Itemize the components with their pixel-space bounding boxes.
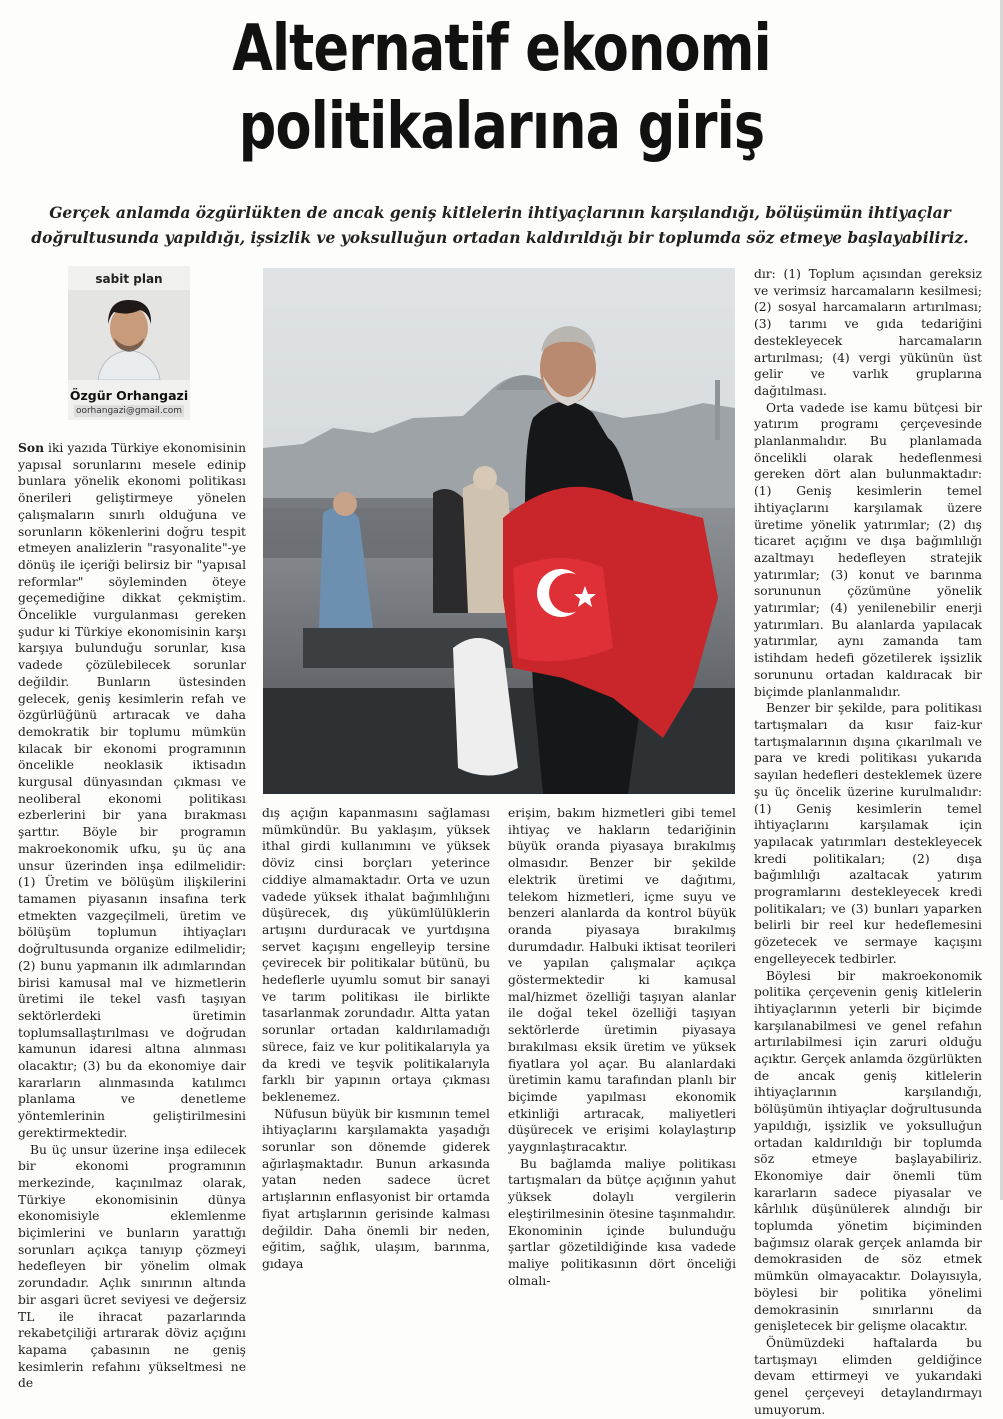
paragraph: Bu bağlamda maliye politikası tartışmaları da bütçe açığının yahut yüksek dolaylı vergilerin eleştirilmesinin ötesine taşınmalıdır. Ekonominin içinde bulunduğu şartlar gözetildiğinde kısa vadede maliye politikasının dört önceliği olmalı- [508,1156,736,1288]
paragraph: dış açığın kapanmasını sağlaması mümkündür. Bu yaklaşım, yüksek ithal girdi kullanımını ve yüksek döviz cinsi borçları yeterince ciddiye almamaktadır. Orta ve uzun vadede yüksek ithalat bağımlılığını düşürecek, dış yükümlülüklerin artışını durduracak ve yurtdışına servet kaçışını engelleyip tersine çevirecek bir politikalar bütünü, bu hedeflerle uyumlu somut bir sanayi ve tarım politikası ile birlikte tasarlanmak zorundadır. Altta yatan sorunlar ortadan kaldırılamadığı sürece, faiz ve kur politikalarıyla ya da kredi ve teşvik politikalarıyla farklı bir yapının ortaya çıkması beklenemez. [262,806,490,1104]
columnist-box [68,266,190,420]
paragraph: Bu üç unsur üzerine inşa edilecek bir ekonomi programının merkezinde, kaçınılmaz olarak, Türkiye ekonomisinin dünya ekonomisiyle eklemlenme biçimlerini ve bunların yarattığı sorunları açıkça tanıyıp çözmeyi hedefleyen bir yönelim olmak zorundadır. Açlık sınırının altında bir asgari ücret seviyesi ve değersiz TL ile ihracat pazarlarında rekabetçiliği artırarak döviz açığını kapama çabasının ne geniş kesimlerin refahını yükseltmesi ne de [18,1142,246,1391]
paragraph: erişim, bakım hizmetleri gibi temel ihtiyaç ve hakların tedariğinin büyük oranda piyasaya bırakılmış olmasıdır. Benzer bir şekilde elektrik üretimi ve dağıtımı, telekom hizmetleri, içme suyu ve benzeri alanlarda da kontrol büyük oranda piyasaya bırakılmış durumdadır. Halbuki iktisat teorileri ve yapılan çalışmalar açıkça göstermektedir ki kamusal mal/hizmet özelliği taşıyan alanlar ile doğal tekel özelliği taşıyan sektörlerde üretimin piyasaya bırakılması eksik üretim ve yüksek fiyatlara yol açar. Bu alanlardaki üretimin kamu tarafından planlı bir biçimde yapılması ekonomik etkinliği artıracak, maliyetleri düşürecek ve erişimi kolaylaştırıp yaygınlaştıracaktır. [508,806,736,1155]
paragraph: Benzer bir şekilde, para politikası tartışmaları da kısır faiz-kur tartışmalarının dışına çıkarılmalı ve para ve kredi politikası yukarıda sayılan hedefleri desteklemek üzere şu üç öncelik üzerine kurulmalıdır: (1) Geniş kesimlerin temel ihtiyaçlarını karşılamak için yapılacak yatırımları destekleyecek kredi politikaları; (2) dışa bağımlılığı azaltacak yatırım programlarını destekleyecek kredi politikaları; ve (3) bunları yaparken belirli bir reel kur hedeflemesini gözetecek ve sermaye kaçışını engelleyecek tedbirler. [754,701,982,966]
paragraph: Orta vadede ise kamu bütçesi bir yatırım programı çerçevesinde planlanmalıdır. Bu planlamada öncelikli olarak hedeflenmesi gereken dört alan bulunmaktadır: (1) Geniş kesimlerin temel ihtiyaçlarını karşılamak üzere üretime yönelik yatırımlar; (2) dış ticaret açığını ve dışa bağımlılığı azaltmayı hedefleyen stratejik yatırımlar; (3) konut ve barınma sorununun çözümüne yönelik yatırımlar; (4) yenilenebilir enerji yatırımları. Bu alanlarda yapılacak yatırımlar, aynı zamanda tam istihdam hedefi gözetilerek işsizlik sorununu ortadan kaldıracak bir biçimde planlanmalıdır. [754,400,982,699]
paragraph: dır: (1) Toplum açısından gereksiz ve verimsiz harcamaların kesilmesi; (2) sosyal harcamaların artırılması; (3) tarımı ve gıda tedariğini destekleyecek harcamaların artırılması; (4) vergi yükünün üst gelir ve varlık gruplarına dağıtılması. [754,267,982,398]
photo-flag-seller [263,268,735,794]
column-name: sabit plan [95,272,163,286]
body-column-2 [262,805,490,1273]
paragraph: Böylesi bir makroekonomik politika çerçevenin geniş kitlelerin ihtiyaçlarının yeterli bir biçimde karşılanabilmesi ve genel refahın artırılabilmesi için zaruri olduğu açıktır. Gerçek anlamda özgürlükten de ancak geniş kitlelerin ihtiyaçlarının karşılandığı, bölüşümün ihtiyaçlar doğrultusunda yapıldığı, işsizlik ve yoksulluğun ortadan kaldırıldığı bir toplumda söz etmeye başlayabiliriz. Ekonomiye dair önemli tüm kararların sadece piyasalar ve kârlılık düşünülerek alındığı bir toplumda yönetim biçiminden bağımsız olarak gerçek anlamda bir demokrasiden de söz etmek mümkün olmayacaktır. Dolayısıyla, böylesi bir politika yönelimi demokrasinin sınırlarını da genişletecek bir gelişme olacaktır. [754,968,982,1334]
author-portrait [68,290,190,380]
paragraph: Önümüzdeki haftalarda bu tartışmayı elimden geldiğince devam ettirmeyi ve yukarıdaki genel çerçeveyi detaylandırmayı umuyorum. [754,1336,982,1417]
headline-line-1: Alternatif ekonomi [232,12,771,86]
paragraph: Son iki yazıda Türkiye ekonomisinin yapısal sorunlarını mesele edinip bunlara yönelik ekonomi politikası önerileri geliştirmeye yönelen çalışmaların sınırlı olduğuna ve sorunların kökenlerini doğru tespit etmeyen analizlerin "rasyonalite"-ye dönüş ile içeriği belirsiz bir "yapısal reformlar" söyleminden öteye geçemediğine dikkat çekmiştim. Öncelikle vurgulanması gereken şudur ki Türkiye ekonomisinin karşı karşıya bulunduğu sorunlar, kısa vadede çözülebilecek sorunlar değildir. Bunların üstesinden gelecek, geniş kesimlerin refah ve özgürlüğünü artıracak ve daha demokratik bir toplumu mümkün kılacak bir ekonomi programının öncelikle neoklasik iktisadın kurgusal dünyasından çıkması ve neoliberal ekonomi politikası ezberlerini bir yana bırakması şarttır. Böyle bir programın makroekonomik ufku, şu üç ana unsur üzerinden inşa edilmelidir: (1) Üretim ve bölüşüm ilişkilerini tamamen piyasanın insafına terk etmekten vazgeçilmeli, üretim ve bölüşüm toplumun ihtiyaçları doğrultusunda organize edilmelidir; (2) bunu yapmanın ilk adımlarından birisi kamusal mal ve hizmetlerin üretimi ile tekel vasfı taşıyan sektörlerdeki üretimin toplumsallaştırılması ve doğrudan kamunun idaresi altına alınması olacaktır; (3) bu da ekonomiye dair kararların alınmasında katılımcı planlama ve denetleme yöntemlerinin geliştirilmesini gerektirmektedir. [18,440,246,1140]
headline [0,10,1003,166]
standfirst: Gerçek anlamda özgürlükten de ancak geniş kitlelerin ihtiyaçlarının karşılandığı, bölüşümün ihtiyaçlar doğrultusunda yapıldığı, işsizlik ve yoksulluğun ortadan kaldırıldığı bir toplumda söz etmeye başlayabiliriz. [31,203,969,247]
article-photo [263,268,735,794]
lead-word: Son [18,440,45,455]
paragraph: Nüfusun büyük bir kısmının temel ihtiyaçlarını karşılamakta yaşadığı sorunlar son dönemde giderek ağırlaşmaktadır. Bunun arkasında yatan neden sadece ücret artışlarının enflasyonist bir ortamda fiyat artışlarının gerisinde kalması değildir. Daha önemli bir neden, eğitim, sağlık, ulaşım, barınma, gıdaya [262,1106,490,1271]
headline-line-2: politikalarına giriş [238,90,765,164]
body-column-3 [508,805,736,1289]
body-column-1 [18,440,246,1392]
body-column-4 [754,266,982,1419]
author-name: Özgür Orhangazi [69,388,189,403]
author-email: oorhangazi@gmail.com [75,406,182,416]
